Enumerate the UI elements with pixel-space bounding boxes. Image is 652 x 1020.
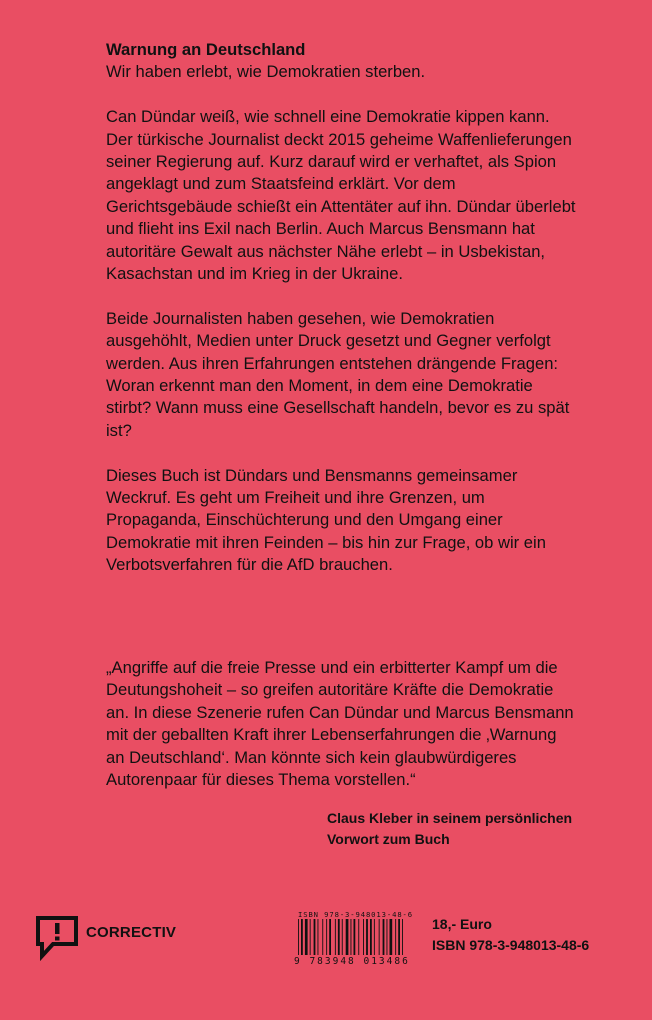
- barcode-bar: [335, 919, 336, 955]
- book-subtitle: Wir haben erlebt, wie Demokratien sterben.: [106, 62, 426, 82]
- blurb-heading: [106, 39, 576, 84]
- barcode-bar: [351, 919, 352, 955]
- barcode-bar: [366, 919, 368, 955]
- barcode-bar: [298, 919, 299, 955]
- barcode-bar: [318, 919, 319, 955]
- barcode-bar: [363, 919, 364, 955]
- quote-attribution: Claus Kleber in seinem persönlichen Vorwort zum Buch: [327, 810, 573, 847]
- barcode-bars: [294, 919, 420, 957]
- endorsement-quote: „Angriffe auf die freie Presse und ein erbitterter Kampf um die Deutungshoheit – so greifen autoritäre Kräfte die Demokratie an. In diese Szenerie rufen Can Dündar und Marcus Bensmann mit der geballten Kraft ihrer Lebenserfahrungen die ‚Warnung an Deutschland‘. Man könnte sich kein glaubwürdigeres Autorenpaar für dieses Thema vorstellen.“: [106, 658, 574, 790]
- barcode-bar: [354, 919, 356, 955]
- barcode-bar: [314, 919, 316, 955]
- barcode-bar: [398, 919, 400, 955]
- barcode-bar: [338, 919, 340, 955]
- book-title: Warnung an Deutschland: [106, 40, 306, 59]
- barcode-bar: [329, 919, 331, 955]
- barcode-digits: 9 783948 013486: [294, 956, 410, 967]
- isbn-barcode: [294, 910, 420, 968]
- barcode-bar: [322, 919, 323, 955]
- barcode-bar: [370, 919, 372, 955]
- publisher-name: CORRECTIV: [86, 924, 177, 941]
- barcode-bar: [301, 919, 303, 955]
- blurb-paragraph-3: Dieses Buch ist Dündars und Bensmanns gemeinsamer Weckruf. Es geht um Freiheit und ihre Grenzen, um Propaganda, Einschüchterung und den Umgang einer Demokratie mit ihren Feinden – bis hin zur Frage, ob wir ein Verbotsverfahren für die AfD brauchen.: [106, 465, 546, 575]
- barcode-bar: [383, 919, 385, 955]
- barcode-bar: [305, 919, 308, 955]
- barcode-bar: [387, 919, 388, 955]
- barcode-bar: [342, 919, 343, 955]
- blurb-paragraph-1: Can Dündar weiß, wie schnell eine Demokratie kippen kann. Der türkische Journalist deckt 2015 geheime Waffenlieferungen seiner Regierung auf. Kurz darauf wird er verhaftet, als Spion angeklagt und zum Staatsfeind erklärt. Vor dem Gerichtsgebäude schießt ein Attentäter auf ihn. Dündar überlebt und flieht ins Exil nach Berlin. Auch Marcus Bensmann hat autoritäre Gewalt aus nächster Nähe erlebt – in Usbekistan, Kasachstan und im Krieg in der Ukraine.: [106, 107, 576, 284]
- barcode-bar: [358, 919, 359, 955]
- price-amount: 18,- Euro: [432, 916, 492, 932]
- barcode-bar: [379, 919, 380, 955]
- barcode-bar: [390, 919, 393, 955]
- barcode-bar: [346, 919, 349, 955]
- price-isbn: ISBN 978-3-948013-48-6: [432, 937, 590, 953]
- price-block: [432, 914, 589, 956]
- blurb-text: [106, 39, 576, 599]
- barcode-bar: [402, 919, 403, 955]
- barcode-bar: [374, 919, 375, 955]
- blurb-paragraph-2: Beide Journalisten haben gesehen, wie Demokratien ausgehöhlt, Medien unter Druck gesetzt und Gegner verfolgt werden. Aus ihren Erfahrungen entstehen drängende Fragen: Woran erkennt man den Moment, in dem eine Demokratie stirbt? Wann muss eine Gesellschaft handeln, bevor es zu spät ist?: [106, 308, 570, 440]
- barcode-bar: [310, 919, 311, 955]
- barcode-bar: [395, 919, 396, 955]
- publisher-logo: [36, 915, 176, 961]
- barcode-bar: [326, 919, 327, 955]
- barcode-isbn-label: ISBN 978-3-948013-48-6: [298, 910, 413, 919]
- speech-bubble-exclamation-icon: [36, 915, 78, 961]
